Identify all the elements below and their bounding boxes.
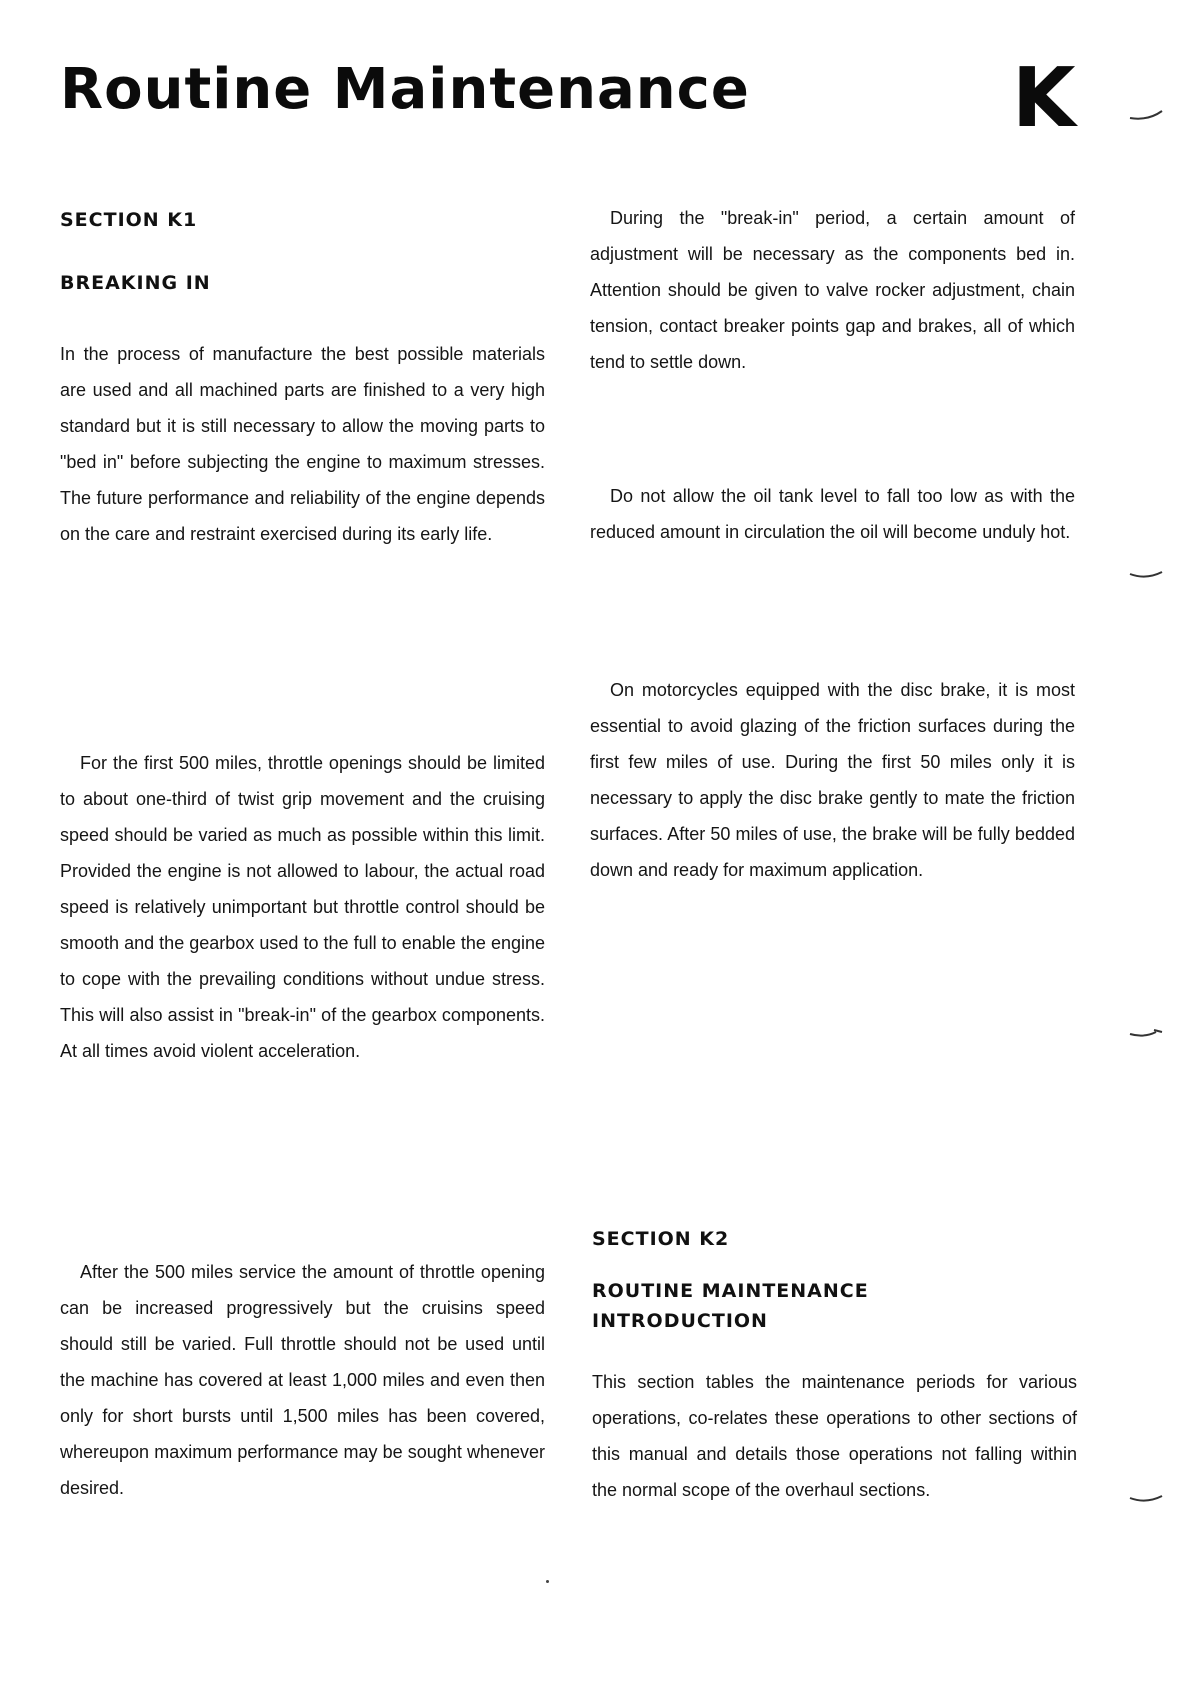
break-in-adjustment-paragraph: During the "break-in" period, a certain amount of adjustment will be necessary as the components bed in. Attention should be given to valve rocker adjustment, chain tension, contact breaker points gap and brakes, all of which tend to settle down. bbox=[590, 208, 1075, 372]
section-k2-heading: SECTION K2 bbox=[592, 1228, 730, 1250]
page-title: Routine Maintenance bbox=[60, 57, 750, 122]
scan-speck bbox=[546, 1580, 549, 1583]
breaking-in-intro-paragraph: In the process of manufacture the best possible materials are used and all machined parts are finished to a very high standard but it is still necessary to allow the moving parts to "bed in" before subjecting the engine to maximum stresses. The future performance and reliability of the engine depends on the care and restraint exercised during its early life. bbox=[60, 344, 545, 544]
introduction-heading: INTRODUCTION bbox=[592, 1310, 768, 1332]
breaking-in-heading: BREAKING IN bbox=[60, 272, 211, 294]
oil-tank-paragraph: Do not allow the oil tank level to fall too low as with the reduced amount in circulation the oil will become unduly hot. bbox=[590, 486, 1075, 542]
margin-mark-3 bbox=[1128, 1026, 1168, 1040]
first-500-miles-paragraph: For the first 500 miles, throttle openings should be limited to about one-third of twist grip movement and the cruising speed should be varied as much as possible within this limit. Provided the engine is not allowed to labour, the actual road speed is relatively unimportant but throttle control should be smooth and the gearbox used to the full to enable the engine to cope with the prevailing conditions without undue stress. This will also assist in "break-in" of the gearbox components. At all times avoid violent acceleration. bbox=[60, 753, 545, 1061]
maintenance-introduction-paragraph: This section tables the maintenance periods for various operations, co-relates these operations to other sections of this manual and details those operations not falling within the normal scope of the overhaul sections. bbox=[592, 1372, 1077, 1500]
after-500-miles-paragraph: After the 500 miles service the amount of throttle opening can be increased progressively but the cruisins speed should still be varied. Full throttle should not be used until the machine has covered at least 1,000 miles and even then only for short bursts until 1,500 miles has been covered, whereupon maximum performance may be sought whenever desired. bbox=[60, 1262, 545, 1498]
section-k1-heading: SECTION K1 bbox=[60, 209, 198, 231]
section-letter: K bbox=[1012, 51, 1076, 146]
margin-mark-2 bbox=[1128, 568, 1168, 582]
margin-mark-1 bbox=[1128, 108, 1168, 122]
routine-maintenance-heading: ROUTINE MAINTENANCE bbox=[592, 1280, 869, 1302]
margin-mark-4 bbox=[1128, 1492, 1168, 1506]
disc-brake-paragraph: On motorcycles equipped with the disc brake, it is most essential to avoid glazing of the friction surfaces during the first few miles of use. During the first 50 miles only it is necessary to apply the disc brake gently to mate the friction surfaces. After 50 miles of use, the brake will be fully bedded down and ready for maximum application. bbox=[590, 680, 1075, 880]
